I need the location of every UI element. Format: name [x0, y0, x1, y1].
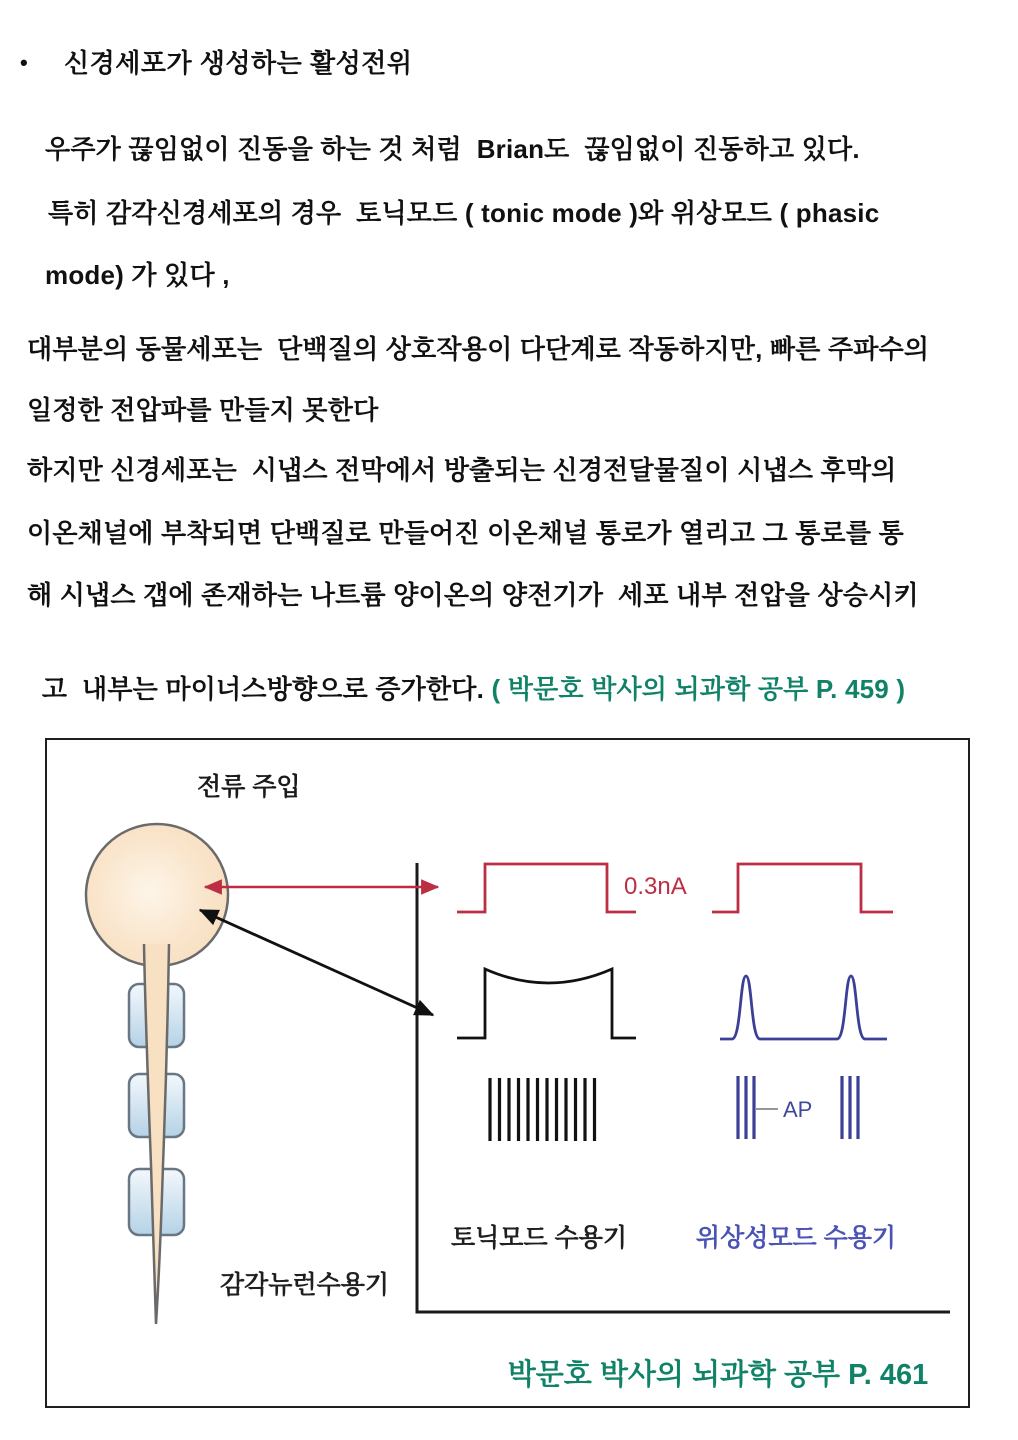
body-line-5: 일정한 전압파를 만들지 못한다	[27, 395, 379, 425]
body-line-9-text: 고 내부는 마이너스방향으로 증가한다.	[41, 674, 492, 704]
body-line-7: 이온채널에 부착되면 단백질로 만들어진 이온채널 통로가 열리고 그 통로를 통	[27, 518, 904, 548]
citation-p459: ( 박문호 박사의 뇌과학 공부 P. 459 )	[491, 674, 906, 704]
current-injection-label: 전류 주입	[197, 773, 301, 801]
body-line-3: mode) 가 있다 ,	[45, 260, 230, 290]
body-line-6: 하지만 신경세포는 시냅스 전막에서 방출되는 신경전달물질이 시냅스 후막의	[27, 455, 897, 485]
body-line-2: 특히 감각신경세포의 경우 토닉모드 ( tonic mode )와 위상모드 ( phasic	[48, 198, 880, 228]
current-pulse-left	[457, 864, 636, 912]
body-line-1: 우주가 끊임없이 진동을 하는 것 처럼 Brian도 끊임없이 진동하고 있다.	[45, 134, 860, 164]
phasic-receptor-label: 위상성모드 수용기	[695, 1224, 897, 1252]
body-line-9	[27, 638, 905, 706]
current-pulse-right	[712, 864, 893, 912]
sensory-receptor-label: 감각뉴런수용기	[220, 1271, 390, 1299]
page-title: 신경세포가 생성하는 활성전위	[64, 48, 413, 78]
body-line-8: 해 시냅스 갭에 존재하는 나트륨 양이온의 양전기가 세포 내부 전압을 상승시키	[27, 580, 919, 610]
ap-label: AP	[783, 1097, 813, 1122]
title-bullet: •	[20, 50, 28, 75]
phasic-spike-burst-2	[842, 1076, 858, 1139]
neuron-figure-canvas	[47, 740, 968, 1406]
phasic-response-wave	[720, 976, 887, 1039]
tonic-spike-train	[490, 1078, 595, 1141]
current-amplitude-label: 0.3nA	[624, 873, 687, 900]
neuron-figure	[45, 738, 970, 1408]
body-line-4: 대부분의 동물세포는 단백질의 상호작용이 다단계로 작동하지만, 빠른 주파수의	[27, 334, 930, 364]
figure-caption-p461: 박문호 박사의 뇌과학 공부 P. 461	[507, 1359, 929, 1391]
tonic-receptor-label: 토닉모드 수용기	[451, 1224, 627, 1252]
phasic-spike-burst-1	[738, 1076, 754, 1139]
black-double-arrow	[200, 910, 433, 1015]
tonic-response-wave	[457, 969, 636, 1038]
